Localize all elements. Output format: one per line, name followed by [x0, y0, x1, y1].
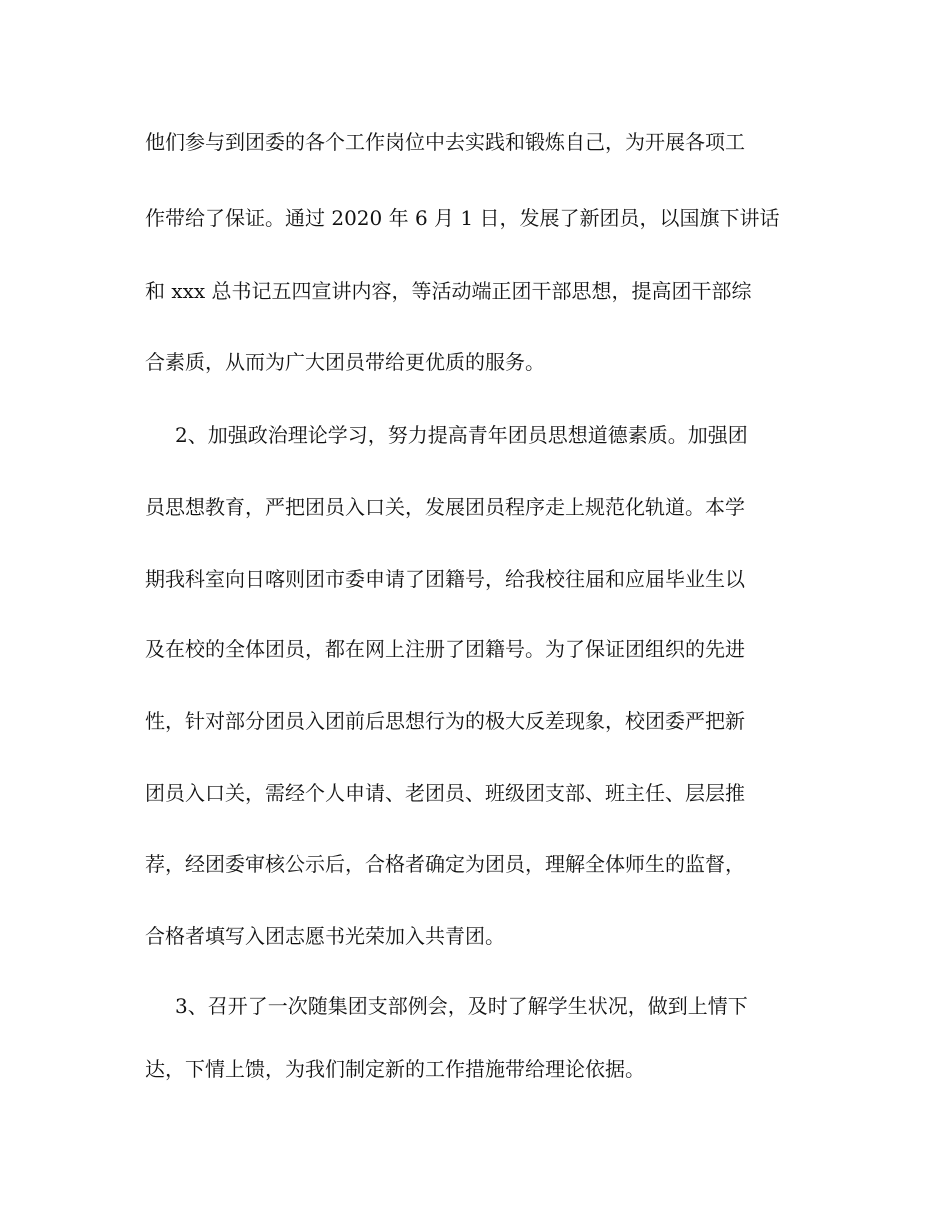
text-line	[0, 921, 950, 951]
text-line-content: 达，下情上馈，为我们制定新的工作措施带给理论依据。	[145, 1057, 645, 1081]
text-line-content: 他们参与到团委的各个工作岗位中去实践和锻炼自己，为开展各项工	[145, 130, 745, 154]
text-line	[0, 849, 950, 879]
text-line	[0, 127, 950, 157]
text-line-content: 及在校的全体团员，都在网上注册了团籍号。为了保证团组织的先进	[145, 637, 745, 661]
text-line-content: 期我科室向日喀则团市委申请了团籍号，给我校往届和应届毕业生以	[145, 567, 745, 591]
text-line-content: 合素质，从而为广大团员带给更优质的服务。	[145, 350, 545, 374]
text-line-content: 2、加强政治理论学习，努力提高青年团员思想道德素质。加强团	[175, 423, 748, 447]
text-line-content: 荐，经团委审核公示后，合格者确定为团员，理解全体师生的监督，	[145, 852, 745, 876]
text-line-content: 团员入口关，需经个人申请、老团员、班级团支部、班主任、层层推	[145, 781, 745, 805]
text-line	[0, 778, 950, 808]
text-line	[0, 706, 950, 736]
text-line	[0, 276, 950, 306]
text-line-content: 员思想教育，严把团员入口关，发展团员程序走上规范化轨道。本学	[145, 495, 745, 519]
text-line	[0, 492, 950, 522]
text-line-content: 和 xxx 总书记五四宣讲内容，等活动端正团干部思想，提高团干部综	[145, 279, 752, 303]
text-line	[0, 203, 950, 233]
text-line	[0, 634, 950, 664]
text-line-content: 3、召开了一次随集团支部例会，及时了解学生状况，做到上情下	[175, 994, 748, 1018]
text-line	[0, 347, 950, 377]
text-line	[0, 420, 950, 450]
text-line-content: 合格者填写入团志愿书光荣加入共青团。	[145, 924, 505, 948]
text-line	[0, 564, 950, 594]
text-line	[0, 1054, 950, 1084]
text-line-content: 性，针对部分团员入团前后思想行为的极大反差现象，校团委严把新	[145, 709, 745, 733]
text-line	[0, 991, 950, 1021]
text-line-content: 作带给了保证。通过 2020 年 6 月 1 日，发展了新团员，以国旗下讲话	[145, 206, 780, 230]
